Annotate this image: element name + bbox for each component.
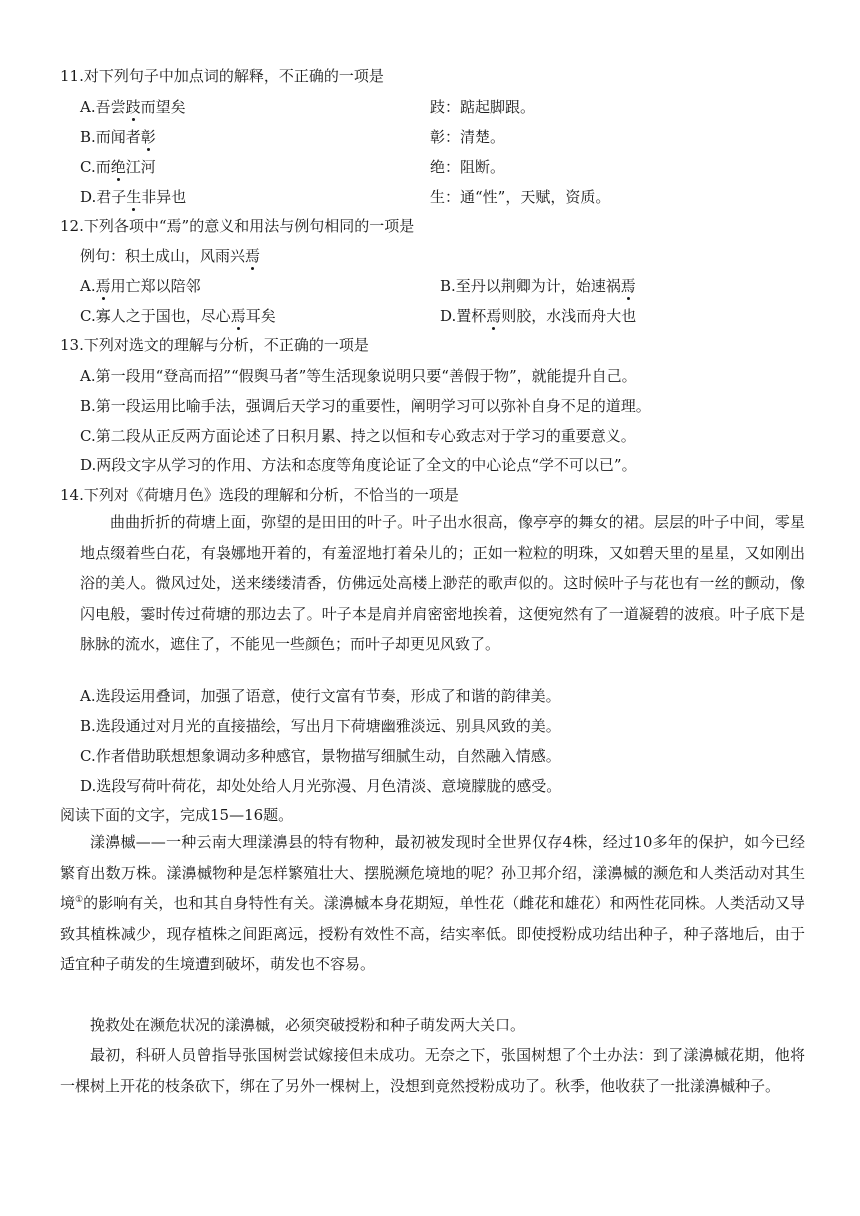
emphasis-dot-word: 焉	[486, 307, 502, 325]
emphasis-dot-word: 焉	[95, 277, 111, 295]
q12-option-c: C.寡人之于国也，尽心焉耳矣	[80, 307, 276, 325]
q11-option-b-explanation: 彰：清楚。	[430, 128, 506, 146]
footnote-marker: ①	[75, 895, 84, 905]
emphasis-dot-word: 彰	[140, 128, 156, 146]
q11-option-b: B.而闻者彰	[80, 128, 156, 146]
emphasis-dot-word: 焉	[230, 307, 246, 325]
q11-option-a-explanation: 跂：踮起脚跟。	[430, 98, 536, 116]
q13-option-d: D.两段文字从学习的作用、方法和态度等角度论证了全文的中心论点“学不可以已”。	[80, 456, 637, 474]
q12-option-a: A.焉用亡郑以陪邻	[80, 277, 201, 295]
q13-option-c: C.第二段从正反两方面论述了日积月累、持之以恒和专心致志对于学习的重要意义。	[80, 427, 636, 445]
q13-option-a: A.第一段用“登高而招”“假舆马者”等生活现象说明只要“善假于物”，就能提升自己。	[80, 367, 637, 385]
emphasis-dot-word: 绝	[110, 158, 126, 176]
reading-instruction: 阅读下面的文字，完成15—16题。	[60, 806, 294, 824]
reading-paragraph-1: 漾濞槭——一种云南大理漾濞县的特有物种，最初被发现时全世界仅存4株，经过10多年的保护，如今已经繁育出数万株。漾濞槭物种是怎样繁殖壮大、摆脱濒危境地的呢？孙卫邦介绍，漾濞槭的濒危和人类活动对其生境①的影响有关，也和其自身特性有关。漾濞槭本身花期短，单性花（雌花和雄花）和两性花同株。人类活动又导致其植株减少，现存植株之间距离远，授粉有效性不高，结实率低。即使授粉成功结出种子，种子落地后，由于适宜种子萌发的生境遭到破坏，萌发也不容易。	[60, 833, 805, 973]
reading-paragraph-2: 挽救处在濒危状况的漾濞槭，必须突破授粉和种子萌发两大关口。	[90, 1016, 526, 1034]
q14-passage: 曲曲折折的荷塘上面，弥望的是田田的叶子。叶子出水很高，像亭亭的舞女的裙。层层的叶子中间，零星地点缀着些白花，有袅娜地开着的，有羞涩地打着朵儿的；正如一粒粒的明珠，又如碧天里的星星，又如刚出浴的美人。微风过处，送来缕缕清香，仿佛远处高楼上渺茫的歌声似的。这时候叶子与花也有一丝的颤动，像闪电般，霎时传过荷塘的那边去了。叶子本是肩并肩密密地挨着，这便宛然有了一道凝碧的波痕。叶子底下是脉脉的流水，遮住了，不能见一些颜色；而叶子却更见风致了。	[80, 513, 805, 653]
emphasis-dot-word: 生	[126, 188, 142, 206]
q11-option-c-explanation: 绝：阻断。	[430, 158, 506, 176]
q11-option-c: C.而绝江河	[80, 158, 156, 176]
emphasis-dot-word: 跂	[125, 98, 141, 116]
q12-option-b: B.至丹以荆卿为计，始速祸焉	[440, 277, 636, 295]
q14-option-a: A.选段运用叠词，加强了语意，使行文富有节奏，形成了和谐的韵律美。	[80, 687, 561, 705]
emphasis-dot-word: 焉	[245, 247, 261, 265]
q12-option-d: D.置杯焉则胶，水浅而舟大也	[440, 307, 637, 325]
emphasis-dot-word: 焉	[620, 277, 636, 295]
q13-option-b: B.第一段运用比喻手法，强调后天学习的重要性，阐明学习可以弥补自身不足的道理。	[80, 397, 651, 415]
q11-option-a: A.吾尝跂而望矣	[80, 98, 186, 116]
reading-paragraph-3: 最初，科研人员曾指导张国树尝试嫁接但未成功。无奈之下，张国树想了个土办法：到了漾濞槭花期，他将一棵树上开花的枝条砍下，绑在了另外一棵树上，没想到竟然授粉成功了。秋季，他收获了一批漾濞槭种子。	[60, 1046, 805, 1095]
q11-stem: 11.对下列句子中加点词的解释，不正确的一项是	[60, 67, 384, 85]
q14-option-d: D.选段写荷叶荷花，却处处给人月光弥漫、月色清淡、意境朦胧的感受。	[80, 777, 562, 795]
q11-option-d-explanation: 生：通“性”，天赋，资质。	[430, 188, 611, 206]
q13-stem: 13.下列对选文的理解与分析，不正确的一项是	[60, 336, 369, 354]
q14-option-b: B.选段通过对月光的直接描绘，写出月下荷塘幽雅淡远、别具风致的美。	[80, 717, 561, 735]
q14-option-c: C.作者借助联想想象调动多种感官，景物描写细腻生动，自然融入情感。	[80, 747, 561, 765]
q12-example: 例句：积土成山，风雨兴焉	[80, 247, 261, 265]
q14-stem: 14.下列对《荷塘月色》选段的理解和分析，不恰当的一项是	[60, 486, 459, 504]
q12-stem: 12.下列各项中“焉”的意义和用法与例句相同的一项是	[60, 217, 415, 235]
q11-option-d: D.君子生非异也	[80, 188, 187, 206]
